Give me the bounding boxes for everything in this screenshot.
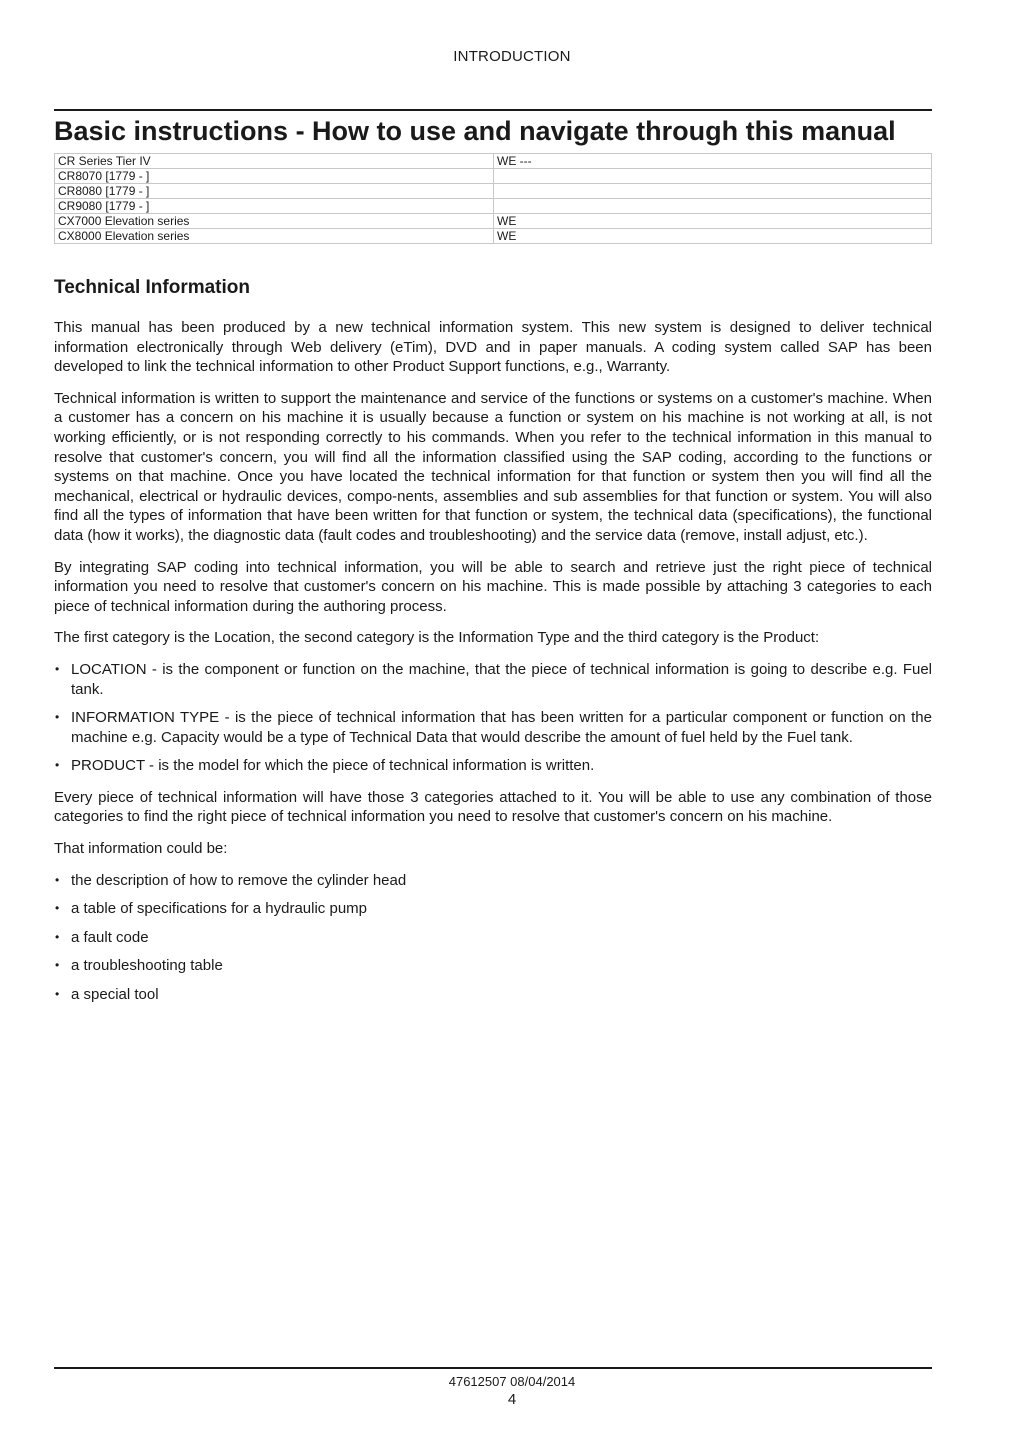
section-heading: Technical Information	[54, 277, 251, 298]
page-title: Basic instructions - How to use and navigate through this manual	[54, 116, 896, 146]
list-item: • LOCATION - is the component or function on the machine, that the piece of technical information is going to describe e.g. Fuel tank.	[54, 660, 932, 699]
combination-paragraph: Every piece of technical information will have those 3 categories attached to it. You will be able to use any combination of those categories to find the right piece of technical information you need to resolve that customer's concern on his machine.	[54, 788, 932, 826]
market-cell: WE ---	[494, 154, 932, 169]
market-cell: WE	[494, 229, 932, 244]
table-row	[55, 169, 932, 184]
model-cell: CR Series Tier IV	[55, 154, 494, 169]
purpose-paragraph: Technical information is written to support the maintenance and service of the functions or systems on a customer's machine. When a customer has a concern on his machine it is usually because a function or system on his machine is not working at all, is not working efficiently, or is not responding correctly to his commands. When you refer to the technical information in this manual to resolve that customer's concern, you will find all the information classified using the SAP coding, according to the functions or systems on that machine. Once you have located the technical information for that function or system then you will find all the mechanical, electrical or hydraulic devices, compo-nents, assemblies and sub assemblies for that function or system. You will also find all the types of information that have been written for that function or system, the technical data (specifications), the functional data (how it works), the diagnostic data (fault codes and troubleshooting) and the service data (remove, install adjust, etc.).	[54, 389, 932, 544]
examples-intro: That information could be:	[54, 840, 228, 858]
list-item: • a fault code	[54, 928, 932, 948]
market-cell	[494, 184, 932, 199]
footer-rule	[54, 1367, 932, 1369]
model-cell: CX7000 Elevation series	[55, 214, 494, 229]
table-row	[55, 199, 932, 214]
running-header: INTRODUCTION	[453, 48, 571, 65]
model-cell: CX8000 Elevation series	[55, 229, 494, 244]
table-row	[55, 154, 932, 169]
list-item: • the description of how to remove the cylinder head	[54, 871, 932, 891]
categories-intro-paragraph: The first category is the Location, the second category is the Information Type and the third category is the Product:	[54, 629, 820, 647]
market-cell: WE	[494, 214, 932, 229]
categories-list	[54, 660, 932, 776]
intro-paragraph: This manual has been produced by a new technical information system. This new system is designed to deliver technical information electronically through Web delivery (eTim), DVD and in paper manuals. A coding system called SAP has been developed to link the technical information to other Product Support functions, e.g., Warranty.	[54, 319, 932, 376]
model-cell: CR8080 [1779 - ]	[55, 184, 494, 199]
table-row	[55, 229, 932, 244]
list-item: • a special tool	[54, 985, 932, 1005]
table-row	[55, 184, 932, 199]
examples-list	[54, 871, 932, 1005]
list-item: • PRODUCT - is the model for which the piece of technical information is written.	[54, 756, 932, 776]
sap-coding-paragraph: By integrating SAP coding into technical information, you will be able to search and retrieve just the right piece of technical information you need to resolve that customer's concern on his machine. This is made possible by attaching 3 categories to each piece of technical information during the authoring process.	[54, 558, 932, 615]
document-number: 47612507 08/04/2014	[448, 1374, 576, 1389]
list-item: • INFORMATION TYPE - is the piece of technical information that has been written for a particular component or function on the machine e.g. Capacity would be a type of Technical Data that would describe the amount of fuel held by the Fuel tank.	[54, 708, 932, 747]
applicability-table	[54, 153, 932, 244]
list-item: • a table of specifications for a hydraulic pump	[54, 899, 932, 919]
model-cell: CR9080 [1779 - ]	[55, 199, 494, 214]
model-cell: CR8070 [1779 - ]	[55, 169, 494, 184]
market-cell	[494, 199, 932, 214]
market-cell	[494, 169, 932, 184]
main-content	[54, 276, 932, 1017]
table-row	[55, 214, 932, 229]
page-number: 4	[507, 1391, 517, 1408]
list-item: • a troubleshooting table	[54, 956, 932, 976]
header-rule	[54, 109, 932, 111]
